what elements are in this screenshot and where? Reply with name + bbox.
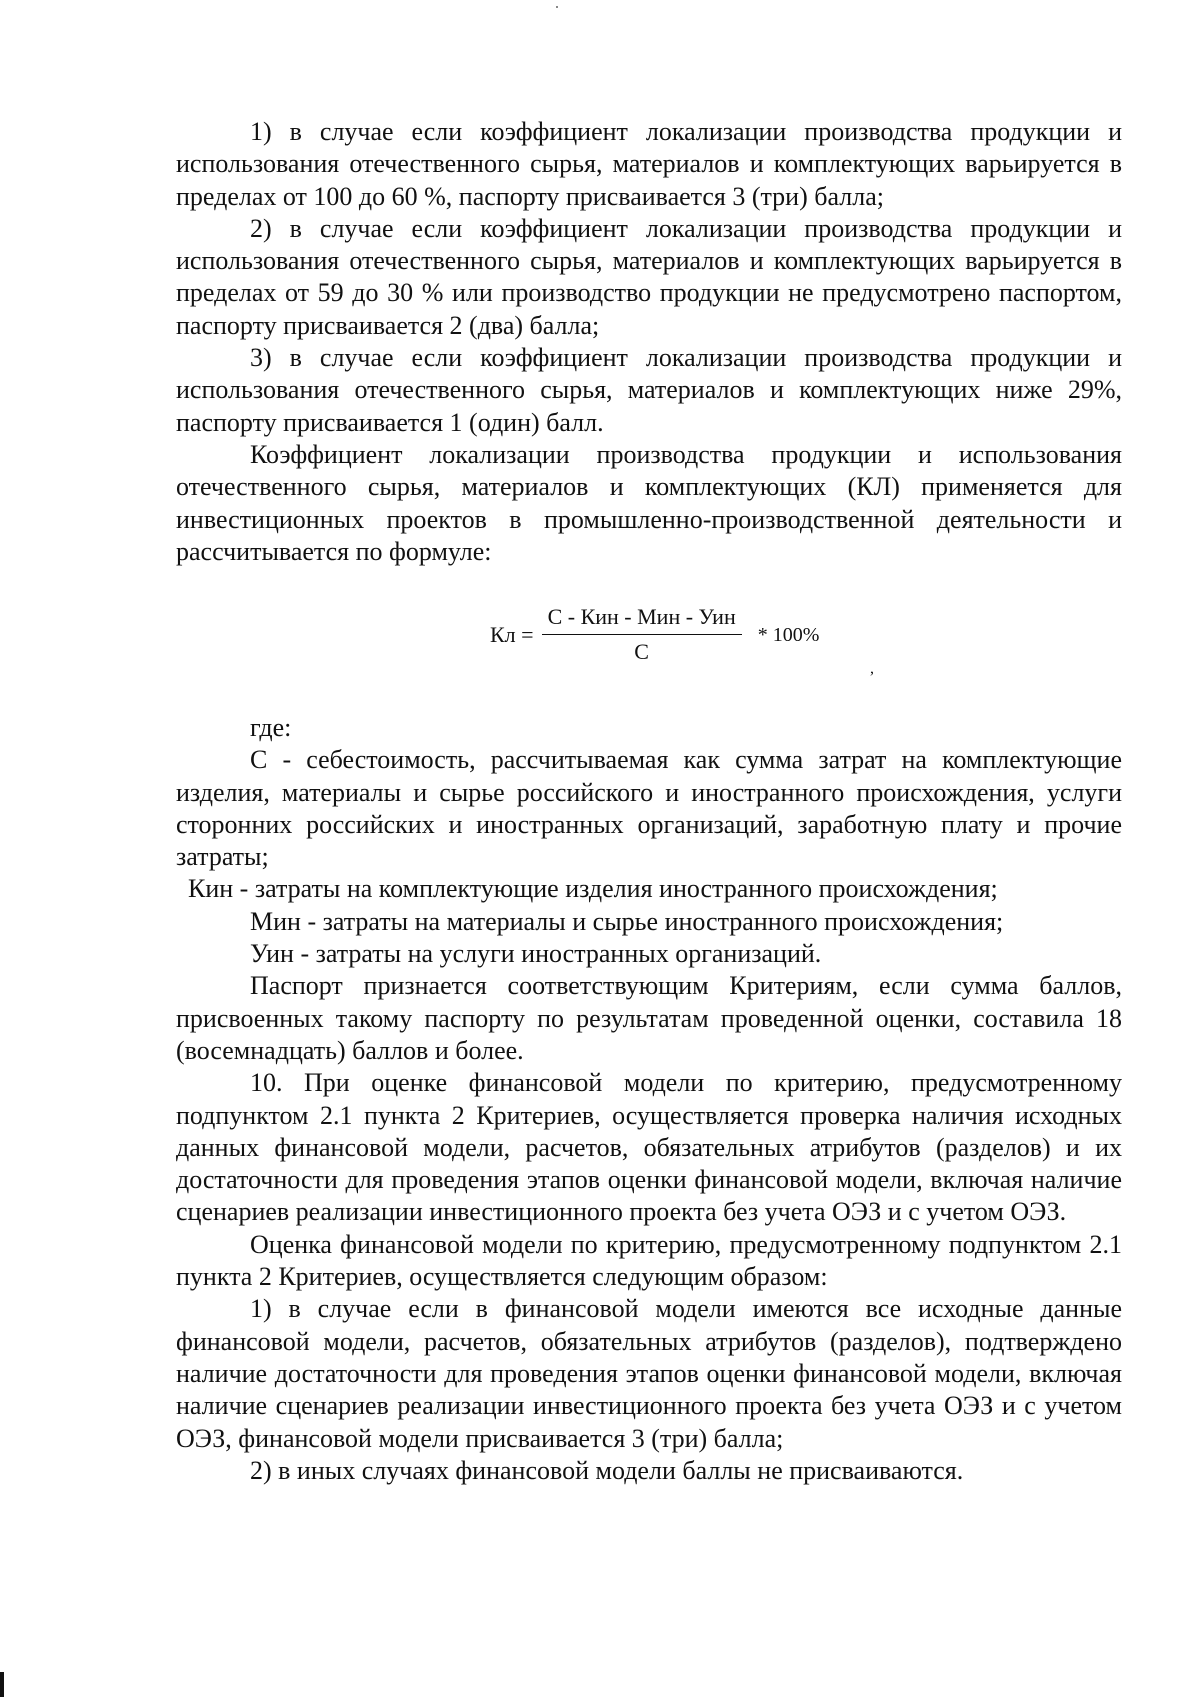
paragraph-item-10: 10. При оценке финансовой модели по критерию, предусмотренному подпунктом 2.1 пункта 2 Критериев, осуществляется проверка наличия исходных данных финансовой модели, расчетов, обязательных атрибутов (разделов) и их достаточности для проведения этапов оценки финансовой модели, включая наличие сценариев реализации инвестиционного проекта без учета ОЭЗ и с учетом ОЭЗ. (176, 1068, 1122, 1227)
paragraph-min-definition: Мин - затраты на материалы и сырье иностранного происхождения; (250, 906, 1004, 936)
paragraph-assessment: Оценка финансовой модели по критерию, предусмотренному подпунктом 2.1 пункта 2 Критериев, осуществляется следующим образом: (176, 1229, 1122, 1292)
paragraph-case-3: 3) в случае если коэффициент локализации производства продукции и использования отечественного сырья, материалов и комплектующих ниже 29%, паспорту присваивается 1 (один) балл. (176, 343, 1122, 437)
paragraph-passport-compliance: Паспорт признается соответствующим Критериям, если сумма баллов, присвоенных такому паспорту по результатам проведенной оценки, составила 18 (восемнадцать) баллов и более. (176, 971, 1122, 1065)
formula-multiplier: * 100% (757, 623, 820, 646)
formula-lhs: Кл = (490, 621, 534, 647)
paragraph-uin-definition: Уин - затраты на услуги иностранных организаций. (250, 939, 822, 969)
paragraph-case-1: 1) в случае если коэффициент локализации производства продукции и использования отечественного сырья, материалов и комплектующих варьируется в пределах от 100 до 60 %, паспорту присваивается 3 (три) балла; (176, 117, 1122, 211)
formula-fraction (542, 606, 742, 663)
definitions-block (176, 712, 1122, 1487)
formula-denominator: С (634, 639, 649, 664)
formula-trailing-comma: , (870, 660, 874, 677)
localization-criteria-block (176, 116, 1122, 568)
formula-numerator: С - Кин - Мин - Уин (542, 606, 742, 635)
paragraph-kin-definition: Кин - затраты на комплектующие изделия иностранного происхождения; (188, 874, 998, 904)
scan-dot (556, 6, 558, 8)
paragraph-fin-case-2: 2) в иных случаях финансовой модели баллы не присваиваются. (250, 1455, 964, 1485)
paragraph-where: где: (250, 713, 292, 742)
paragraph-case-2: 2) в случае если коэффициент локализации производства продукции и использования отечественного сырья, материалов и комплектующих варьируется в пределах от 59 до 30 % или производство продукции не предусмотрено паспортом, паспорту присваивается 2 (два) балла; (176, 213, 1122, 340)
paragraph-fin-case-1: 1) в случае если в финансовой модели имеются все исходные данные финансовой модели, расчетов, обязательных атрибутов (разделов), подтверждено наличие достаточности для проведения этапов оценки финансовой модели, включая наличие сценариев реализации инвестиционного проекта без учета ОЭЗ и с учетом ОЭЗ, финансовой модели присваивается 3 (три) балла; (176, 1294, 1122, 1453)
localization-formula (490, 606, 819, 663)
scan-edge-mark (0, 1672, 4, 1697)
paragraph-coefficient-intro: Коэффициент локализации производства продукции и использования отечественного сырья, материалов и комплектующих (КЛ) применяется для инвестиционных проектов в промышленно-производственной деятельности и рассчитывается по формуле: (176, 439, 1122, 566)
paragraph-c-definition: С - себестоимость, рассчитываемая как сумма затрат на комплектующие изделия, материалы и сырье российского и иностранного происхождения, услуги сторонних российских и иностранных организаций, заработную плату и прочие затраты; (176, 745, 1122, 872)
